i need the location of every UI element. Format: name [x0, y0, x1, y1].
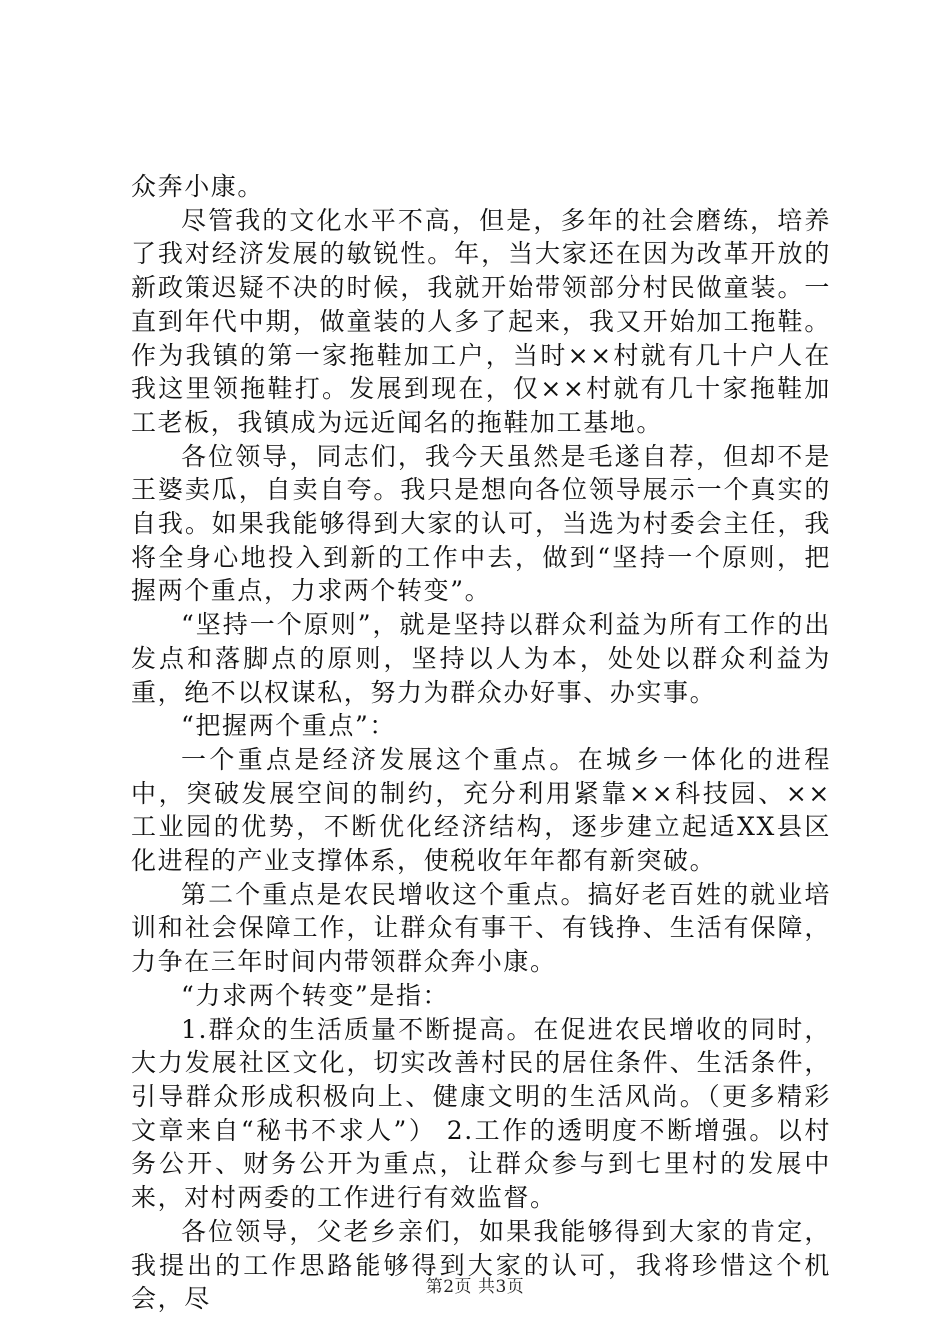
paragraph: 1.群众的生活质量不断提高。在促进农民增收的同时，大力发展社区文化，切实改善村民的居住条件、生活条件，引导群众形成积极向上、健康文明的生活风尚。（更多精彩文章来自“秘书不求人”） 2.工作的透明度不断增强。以村务公开、财务公开为重点，让群众参与到七里村的发展中来，对村两委的工作进行有效监督。: [131, 1014, 831, 1213]
paragraph: “把握两个重点”：: [181, 711, 396, 741]
paragraph: 众奔小康。: [131, 172, 265, 201]
paragraph: 第二个重点是农民增收这个重点。搞好老百姓的就业培训和社会保障工作，让群众有事干、有钱挣、生活有保障，力争在三年时间内带领群众奔小康。: [131, 879, 831, 977]
paragraph: 各位领导，父老乡亲们，如果我能够得到大家的肯定，我提出的工作思路能够得到大家的认可，我将珍惜这个机会，尽: [131, 1216, 831, 1314]
paragraph: “力求两个转变”是指：: [181, 980, 450, 1010]
page-number-footer: 第2页 共3页: [425, 1277, 525, 1297]
document-body: [131, 170, 831, 1316]
paragraph: 一个重点是经济发展这个重点。在城乡一体化的进程中，突破发展空间的制约，充分利用紧靠××科技园、××工业园的优势，不断优化经济结构，逐步建立起适XX县区化进程的产业支撑体系，使税收年年都有新突破。: [131, 744, 831, 876]
paragraph: “坚持一个原则”，就是坚持以群众利益为所有工作的出发点和落脚点的原则，坚持以人为本，处处以群众利益为重，绝不以权谋私，努力为群众办好事、办实事。: [131, 610, 831, 707]
paragraph: 尽管我的文化水平不高，但是，多年的社会磨练，培养了我对经济发展的敏锐性。年，当大家还在因为改革开放的新政策迟疑不决的时候，我就开始带领部分村民做童装。一直到年代中期，做童装的人多了起来，我又开始加工拖鞋。作为我镇的第一家拖鞋加工户，当时××村就有几十户人在我这里领拖鞋打。发展到现在，仅××村就有几十家拖鞋加工老板，我镇成为远近闻名的拖鞋加工基地。: [131, 205, 831, 437]
paragraph: 各位领导，同志们，我今天虽然是毛遂自荐，但却不是王婆卖瓜，自卖自夸。我只是想向各位领导展示一个真实的自我。如果我能够得到大家的认可，当选为村委会主任，我将全身心地投入到新的工作中去，做到“坚持一个原则，把握两个重点，力求两个转变”。: [131, 441, 831, 606]
